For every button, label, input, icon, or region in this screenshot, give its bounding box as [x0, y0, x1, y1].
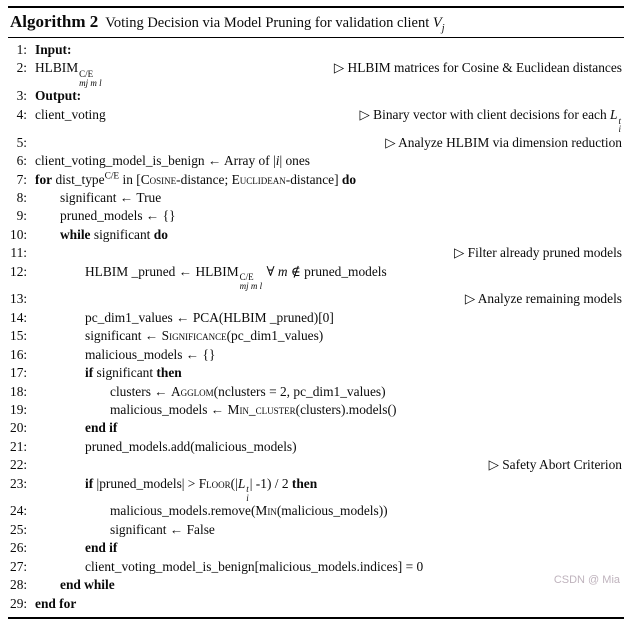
line-content [35, 59, 103, 87]
text-segment: L [237, 475, 246, 491]
text-segment: pc_dim1_values ← PCA(HLBIM _pruned)[0] [85, 309, 334, 325]
line-content [35, 41, 71, 59]
text-segment: then [291, 475, 318, 491]
algorithm-line [10, 134, 622, 152]
text-segment: do [153, 226, 168, 242]
text-segment: -distance; [176, 171, 232, 187]
subscript: mj m l [79, 77, 102, 88]
text-segment: i [275, 153, 280, 169]
text-segment: Output: [35, 88, 82, 104]
algorithm-line [10, 595, 622, 613]
algorithm-line [10, 327, 622, 345]
line-content [35, 189, 161, 207]
line-content [35, 106, 106, 124]
text-segment: | -1) / 2 [249, 475, 292, 491]
line-number: 27: [10, 558, 28, 574]
line-content [35, 558, 423, 576]
line-number: 24: [10, 503, 28, 519]
line-number: 12: [10, 263, 28, 279]
text-segment: Cosine [140, 171, 177, 187]
line-number: 16: [10, 346, 28, 362]
algorithm-line [10, 309, 622, 327]
text-segment: ▷ Binary vector with client decisions for each [359, 106, 611, 122]
line-number: 11: [10, 245, 27, 261]
line-content [35, 207, 176, 225]
text-segment: significant ← False [110, 521, 215, 537]
text-segment: dist_type [52, 171, 105, 187]
line-content [35, 309, 334, 327]
algorithm-line [10, 475, 622, 503]
line-comment [103, 59, 622, 77]
line-number: 17: [10, 365, 28, 381]
line-content [35, 539, 117, 557]
line-content [35, 576, 115, 594]
text-segment: client_voting [35, 106, 106, 122]
text-segment: HLBIM _pruned ← HLBIM [85, 263, 239, 279]
algorithm-line [10, 502, 622, 520]
algorithm-line [10, 364, 622, 382]
line-number: 21: [10, 438, 28, 454]
text-segment: Floor [198, 475, 231, 491]
line-number: 19: [10, 401, 28, 417]
text-segment: |pruned_models| > [93, 475, 199, 491]
algorithm-line [10, 521, 622, 539]
line-content [35, 438, 297, 456]
line-content [35, 521, 215, 539]
algorithm-line [10, 558, 622, 576]
superscript: t [246, 484, 249, 495]
math-supsub [240, 273, 263, 290]
line-content [35, 475, 317, 503]
algorithm-line [10, 576, 622, 594]
line-number: 29: [10, 595, 28, 611]
line-number: 28: [10, 577, 28, 593]
line-number: 25: [10, 521, 28, 537]
line-number: 8: [16, 189, 27, 205]
algorithm-title [105, 15, 445, 34]
line-comment [85, 290, 622, 308]
line-number: 15: [10, 328, 28, 344]
text-segment: Voting Decision via Model Pruning for validation client [105, 15, 433, 31]
line-content [35, 383, 386, 401]
text-segment: (pc_dim1_values) [226, 328, 324, 344]
superscript: C/E [79, 69, 94, 80]
text-segment: (malicious_models)) [276, 503, 388, 519]
math-supsub [618, 117, 621, 134]
text-segment: HLBIM [35, 60, 79, 76]
text-segment: pruned_models.add(malicious_models) [85, 438, 297, 454]
algorithm-line [10, 207, 622, 225]
text-segment: Significance [161, 328, 227, 344]
line-content [35, 502, 388, 520]
line-number: 9: [16, 208, 27, 224]
text-segment: end if [85, 420, 118, 436]
line-content [35, 263, 387, 291]
line-number: 1: [16, 42, 27, 57]
text-segment: Agglom [171, 383, 214, 399]
line-number: 13: [10, 291, 28, 307]
subscript: i [618, 124, 621, 135]
text-segment: ▷ Filter already pruned models [454, 245, 622, 261]
line-number: 3: [16, 88, 27, 104]
line-number: 22: [10, 457, 28, 473]
line-number: 26: [10, 540, 28, 556]
line-content [35, 152, 310, 170]
text-segment: significant ← [85, 328, 162, 344]
line-comment [106, 106, 622, 134]
text-segment: Euclidean [231, 171, 286, 187]
text-segment: if [85, 365, 94, 381]
algorithm-line [10, 539, 622, 557]
text-segment: in [ [119, 171, 141, 187]
text-segment: end if [85, 540, 118, 556]
algorithm-line [10, 456, 622, 474]
line-content [35, 226, 168, 244]
algorithm-block [8, 6, 624, 619]
line-number: 14: [10, 309, 28, 325]
text-segment: (nclusters = 2, pc_dim1_values) [213, 383, 386, 399]
text-segment: j [441, 22, 445, 34]
line-content [35, 87, 81, 105]
text-segment: pruned_models ← {} [60, 208, 176, 224]
algorithm-line [10, 244, 622, 262]
line-content [35, 171, 356, 189]
algorithm-label: Algorithm 2 [10, 12, 99, 31]
line-comment [85, 244, 622, 262]
text-segment: end for [35, 595, 77, 611]
algorithm-line [10, 419, 622, 437]
line-comment [35, 134, 622, 152]
line-number: 4: [16, 106, 27, 122]
algorithm-line [10, 290, 622, 308]
line-content [35, 327, 323, 345]
text-segment: significant ← True [60, 189, 162, 205]
text-segment: m [277, 263, 288, 279]
text-segment: | ones [279, 153, 311, 169]
text-segment: Min [255, 503, 277, 519]
text-segment: clusters ← [110, 383, 171, 399]
text-segment: ∀ [263, 263, 278, 279]
text-segment: for [35, 171, 53, 187]
text-segment: malicious_models ← {} [85, 346, 216, 362]
algorithm-line [10, 226, 622, 244]
superscript: C/E [239, 272, 254, 283]
text-segment: significant [90, 226, 154, 242]
line-number: 6: [16, 153, 27, 169]
math-supsub [79, 70, 102, 87]
text-segment: malicious_models ← [110, 401, 228, 417]
text-segment: ∉ pruned_models [287, 263, 387, 279]
algorithm-line [10, 106, 622, 134]
text-segment: L [610, 106, 618, 122]
line-comment [85, 456, 622, 474]
math-supsub [246, 485, 249, 502]
line-content [35, 364, 182, 382]
subscript: i [246, 492, 249, 503]
line-content [35, 419, 117, 437]
algorithm-lines [8, 38, 624, 614]
text-segment: ▷ Analyze HLBIM via dimension reduction [385, 134, 622, 150]
algorithm-line [10, 383, 622, 401]
algorithm-line [10, 438, 622, 456]
line-number: 5: [16, 134, 27, 150]
text-segment: client_voting_model_is_benign[malicious_models.indices] = 0 [85, 558, 424, 574]
text-segment: (| [230, 475, 238, 491]
algorithm-line [10, 263, 622, 291]
text-segment: (clusters).models() [295, 401, 397, 417]
text-segment: do [341, 171, 357, 187]
text-segment: significant [93, 365, 157, 381]
line-content [35, 401, 396, 419]
line-number: 20: [10, 420, 28, 436]
line-content [35, 346, 215, 364]
text-segment: Min_cluster [227, 401, 296, 417]
line-content [35, 595, 76, 613]
algorithm-line [10, 41, 622, 59]
algorithm-line [10, 189, 622, 207]
text-segment: -distance] [285, 171, 342, 187]
superscript: t [618, 115, 621, 126]
text-segment: if [85, 475, 94, 491]
line-number: 10: [10, 226, 28, 242]
text-segment: C/E [104, 171, 120, 182]
algorithm-header [8, 8, 624, 37]
line-number: 18: [10, 383, 28, 399]
text-segment: Input: [35, 42, 72, 57]
watermark: CSDN @ Mia [553, 574, 620, 586]
text-segment: malicious_models.remove( [110, 503, 256, 519]
algorithm-line [10, 87, 622, 105]
subscript: mj m l [239, 280, 263, 291]
line-number: 23: [10, 475, 28, 491]
line-number: 7: [16, 171, 27, 187]
text-segment: ▷ Safety Abort Criterion [488, 457, 622, 473]
text-segment: while [60, 226, 91, 242]
text-segment: V [432, 15, 442, 31]
text-segment: end while [60, 577, 115, 593]
text-segment: client_voting_model_is_benign ← Array of | [35, 153, 276, 169]
algorithm-line [10, 59, 622, 87]
algorithm-line [10, 346, 622, 364]
algorithm-line [10, 152, 622, 170]
text-segment: ▷ HLBIM matrices for Cosine & Euclidean distances [333, 60, 622, 76]
text-segment: then [156, 365, 182, 381]
text-segment: ▷ Analyze remaining models [464, 291, 622, 307]
algorithm-line [10, 401, 622, 419]
algorithm-line [10, 171, 622, 189]
line-number: 2: [16, 60, 27, 76]
